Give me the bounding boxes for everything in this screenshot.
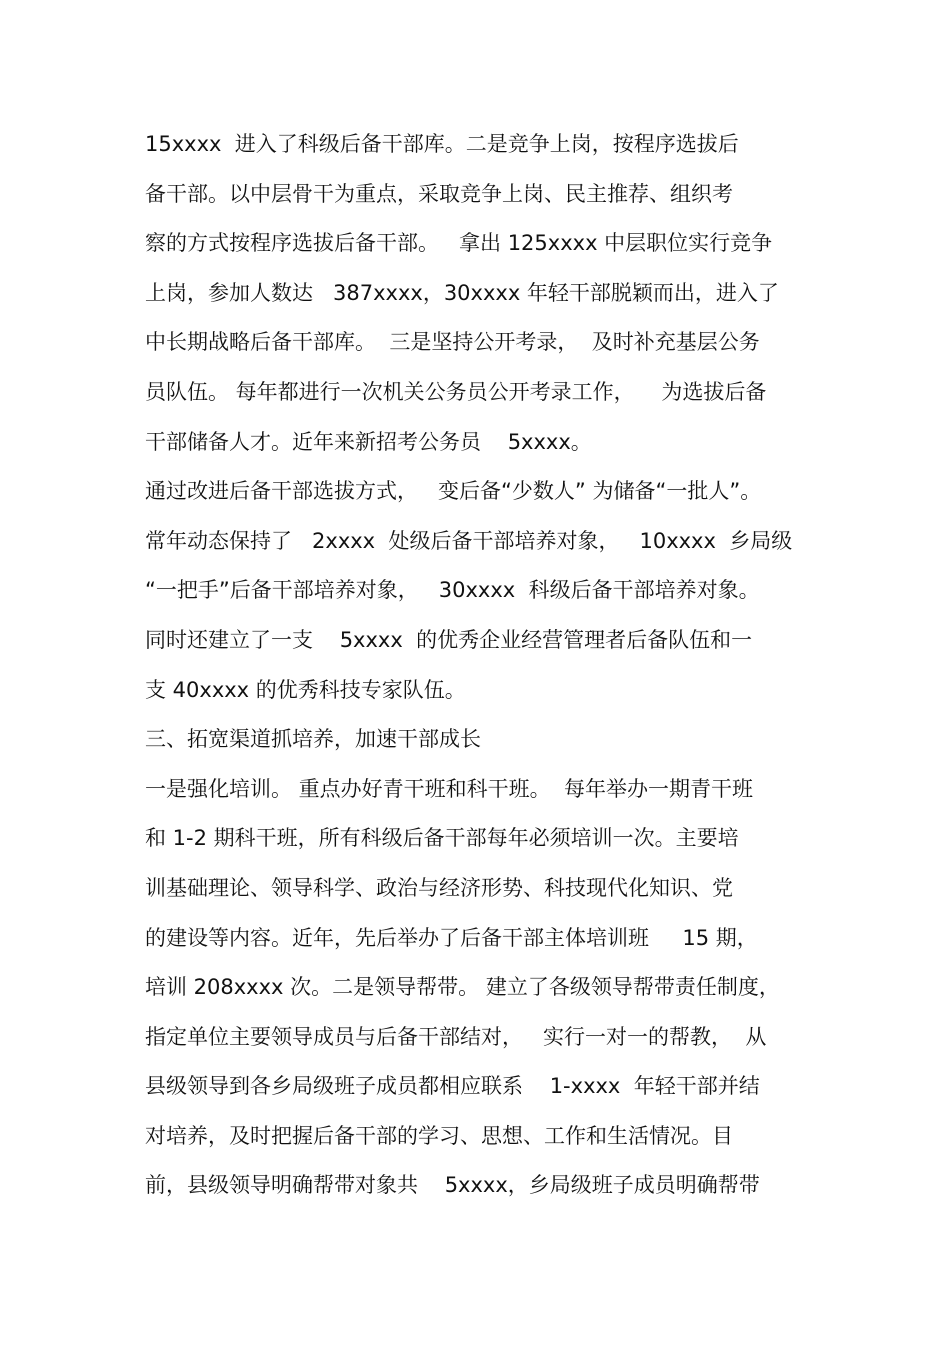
body-text: [145, 125, 845, 1216]
text-line-14: 一是强化培训。 重点办好青干班和科干班。 每年举办一期青干班: [145, 776, 754, 801]
section-heading: 三、拓宽渠道抓培养，加速干部成长: [145, 727, 481, 752]
text-line-17: 的建设等内容。近年，先后举办了后备干部主体培训班 15 期，: [145, 925, 758, 950]
text-line-19: 指定单位主要领导成员与后备干部结对， 实行一对一的帮教， 从: [145, 1024, 767, 1049]
text-line-11: 同时还建立了一支 5xxxx 的优秀企业经营管理者后备队伍和一: [145, 627, 753, 652]
text-line-2: 备干部。以中层骨干为重点，采取竞争上岗、民主推荐、组织考: [145, 181, 733, 206]
text-line-8: 通过改进后备干部选拔方式， 变后备“少数人” 为储备“一批人”。: [145, 479, 762, 504]
text-line-16: 训基础理论、领导科学、政治与经济形势、科技现代化知识、党: [145, 875, 733, 900]
text-line-4: 上岗，参加人数达 387xxxx，30xxxx 年轻干部脱颖而出，进入了: [145, 280, 779, 305]
text-line-6: 员队伍。 每年都进行一次机关公务员公开考录工作， 为选拔后备: [145, 379, 767, 404]
text-line-5: 中长期战略后备干部库。 三是坚持公开考录， 及时补充基层公务: [145, 330, 760, 355]
text-line-21: 对培养，及时把握后备干部的学习、思想、工作和生活情况。目: [145, 1123, 733, 1148]
text-line-22: 前，县级领导明确帮带对象共 5xxxx，乡局级班子成员明确帮带: [145, 1173, 760, 1198]
text-line-3: 察的方式按程序选拔后备干部。 拿出 125xxxx 中层职位实行竞争: [145, 231, 773, 256]
text-line-20: 县级领导到各乡局级班子成员都相应联系 1-xxxx 年轻干部并结: [145, 1074, 760, 1099]
text-line-9: 常年动态保持了 2xxxx 处级后备干部培养对象， 10xxxx 乡局级: [145, 528, 793, 553]
text-line-7: 干部储备人才。近年来新招考公务员 5xxxx。: [145, 429, 592, 454]
text-line-18: 培训 208xxxx 次。二是领导帮带。 建立了各级领导帮带责任制度，: [145, 975, 780, 1000]
text-line-15: 和 1-2 期科干班，所有科级后备干部每年必须培训一次。主要培: [145, 826, 739, 851]
text-line-10: “一把手”后备干部培养对象， 30xxxx 科级后备干部培养对象。: [145, 578, 760, 603]
text-line-12: 支 40xxxx 的优秀科技专家队伍。: [145, 677, 466, 702]
text-line-1: 15xxxx 进入了科级后备干部库。二是竞争上岗，按程序选拔后: [145, 132, 739, 156]
